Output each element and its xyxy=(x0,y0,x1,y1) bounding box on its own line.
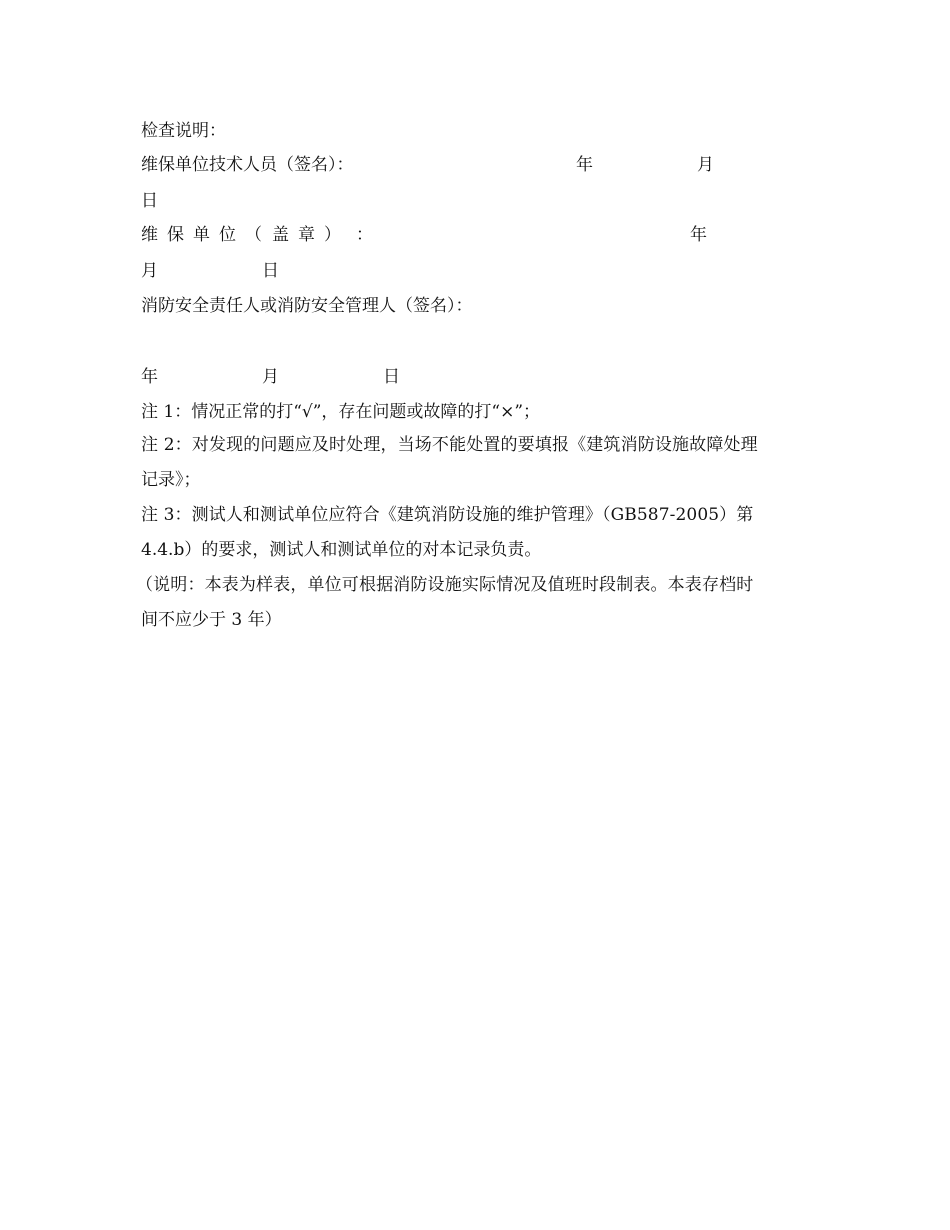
note-2-line-1: 注 2：对发现的问题应及时处理，当场不能处置的要填报《建筑消防设施故障处理 xyxy=(141,435,758,455)
maintainer-unit-char: 维 xyxy=(141,225,158,245)
fire-safety-person-label: 消防安全责任人或消防安全管理人（签名）： xyxy=(141,296,473,316)
inspection-note-label: 检查说明： xyxy=(141,121,226,141)
maintainer-tech-day: 日 xyxy=(141,191,158,211)
maintainer-tech-month: 月 xyxy=(697,155,714,175)
maintainer-unit-char: 位 xyxy=(219,225,236,245)
maintainer-unit-char: ： xyxy=(356,225,373,245)
maintainer-unit-char: 章 xyxy=(298,225,315,245)
note-2-line-2: 记录》； xyxy=(141,470,201,490)
note-3-line-1: 注 3：测试人和测试单位应符合《建筑消防设施的维护管理》（GB587-2005）第 xyxy=(141,505,754,525)
maintainer-unit-year: 年 xyxy=(690,225,707,245)
note-1: 注 1：情况正常的打“√”，存在问题或故障的打“×”； xyxy=(141,402,541,422)
fire-safety-person-day: 日 xyxy=(383,367,400,387)
fire-safety-person-month: 月 xyxy=(262,367,279,387)
maintainer-unit-char: ） xyxy=(324,225,341,245)
maintainer-tech-year: 年 xyxy=(576,155,593,175)
explain-line-2: 间不应少于 3 年） xyxy=(141,610,282,630)
explain-line-1: （说明：本表为样表，单位可根据消防设施实际情况及值班时段制表。本表存档时 xyxy=(136,575,754,595)
maintainer-unit-char: （ xyxy=(245,225,262,245)
fire-safety-person-year: 年 xyxy=(141,367,158,387)
maintainer-unit-char: 盖 xyxy=(272,225,289,245)
note-3-line-2: 4.4.b）的要求，测试人和测试单位的对本记录负责。 xyxy=(141,540,542,560)
maintainer-unit-month: 月 xyxy=(141,261,158,281)
maintainer-unit-char: 保 xyxy=(167,225,184,245)
maintainer-tech-label: 维保单位技术人员（签名）： xyxy=(141,155,354,175)
maintainer-unit-char: 单 xyxy=(193,225,210,245)
maintainer-unit-day: 日 xyxy=(262,261,279,281)
